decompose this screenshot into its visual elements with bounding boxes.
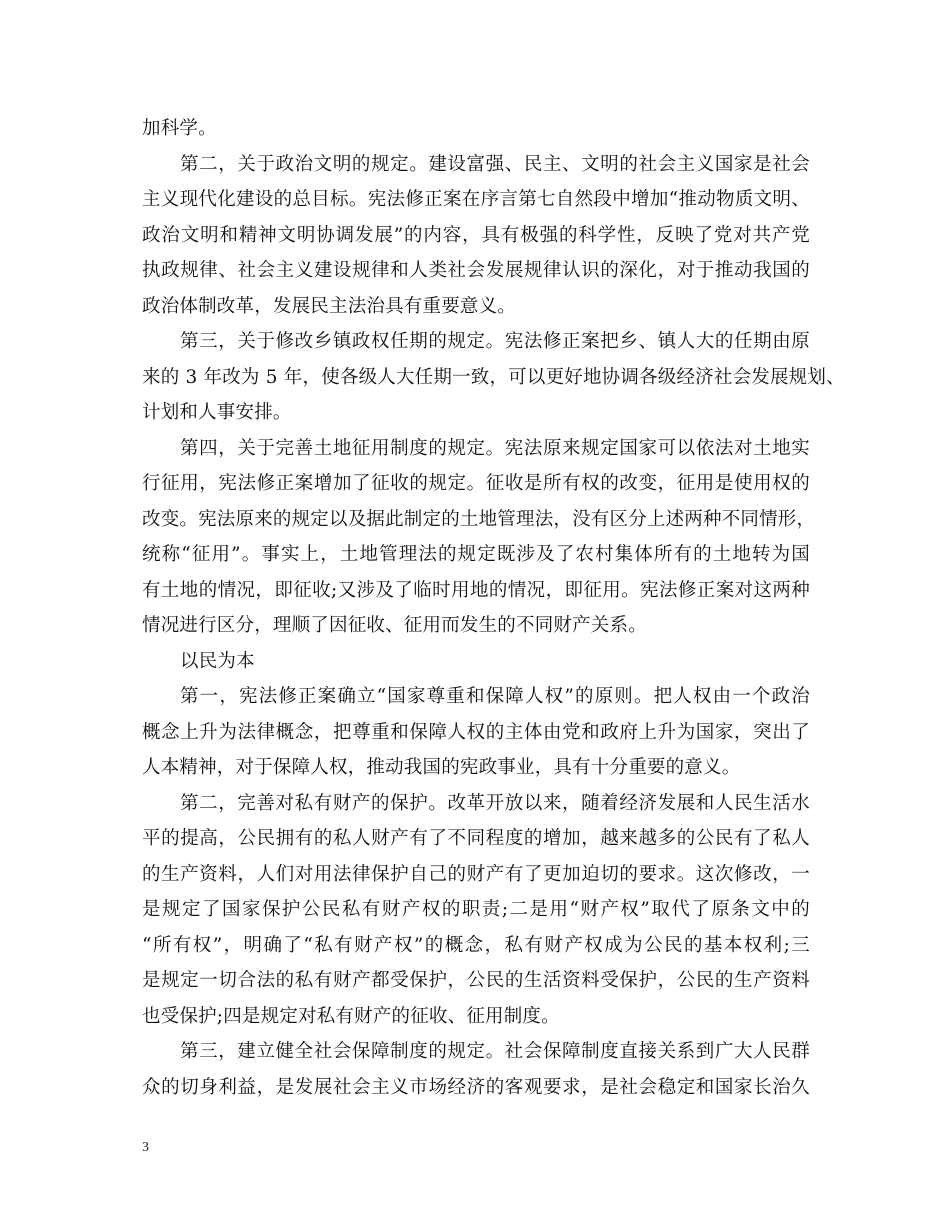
text-line: 众的切身利益，是发展社会主义市场经济的客观要求，是社会稳定和国家长治久 <box>142 1076 810 1098</box>
text-line: 第一，宪法修正案确立“国家尊重和保障人权”的原则。把人权由一个政治 <box>180 686 810 707</box>
text-line: 情况进行区分，理顺了因征收、征用而发生的不同财产关系。 <box>142 615 647 636</box>
text-line: “所有权”，明确了“私有财产权”的概念，私有财产权成为公民的基本权利;三 <box>142 934 810 956</box>
text-line: 是规定了国家保护公民私有财产权的职责;二是用“财产权”取代了原条文中的 <box>142 899 810 920</box>
text-line: 以民为本 <box>180 650 255 672</box>
text-line: 行征用，宪法修正案增加了征收的规定。征收是所有权的改变，征用是使用权的 <box>142 473 810 494</box>
text-line: 第二，关于政治文明的规定。建设富强、民主、文明的社会主义国家是社会 <box>180 153 810 175</box>
text-line: 改变。宪法原来的规定以及据此制定的土地管理法，没有区分上述两种不同情形， <box>142 508 816 530</box>
text-line: 政治体制改革，发展民主法治具有重要意义。 <box>142 295 517 317</box>
text-line: 平的提高，公民拥有的私人财产有了不同程度的增加，越来越多的公民有了私人 <box>142 828 810 849</box>
text-line: 是规定一切合法的私有财产都受保护，公民的生活资料受保护，公民的生产资料 <box>142 970 810 991</box>
text-line: 加科学。 <box>142 118 217 139</box>
text-line: 的生产资料，人们对用法律保护自己的财产有了更加迫切的要求。这次修改，一 <box>142 863 810 885</box>
text-line: 主义现代化建设的总目标。宪法修正案在序言第七自然段中增加“推动物质文明、 <box>142 189 810 210</box>
text-line: 统称“征用”。事实上，土地管理法的规定既涉及了农村集体所有的土地转为国 <box>142 544 810 565</box>
document-body <box>142 111 845 1105</box>
text-line: 计划和人事安排。 <box>142 402 292 423</box>
text-line: 来的 3 年改为 5 年，使各级人大任期一致，可以更好地协调各级经济社会发展规划、 <box>142 366 845 388</box>
text-line: 第三，关于修改乡镇政权任期的规定。宪法修正案把乡、镇人大的任期由原 <box>180 331 810 352</box>
text-line: 第四，关于完善土地征用制度的规定。宪法原来规定国家可以依法对土地实 <box>180 437 810 459</box>
text-line: 政治文明和精神文明协调发展”的内容，具有极强的科学性，反映了党对共产党 <box>142 224 810 246</box>
text-line: 也受保护;四是规定对私有财产的征收、征用制度。 <box>142 1005 560 1027</box>
text-line: 有土地的情况，即征收;又涉及了临时用地的情况，即征用。宪法修正案对这两种 <box>142 579 810 601</box>
text-line: 执政规律、社会主义建设规律和人类社会发展规律认识的深化，对于推动我国的 <box>142 260 810 281</box>
text-line: 概念上升为法律概念，把尊重和保障人权的主体由党和政府上升为国家，突出了 <box>142 721 810 743</box>
text-line: 第二，完善对私有财产的保护。改革开放以来，随着经济发展和人民生活水 <box>180 792 810 814</box>
page-number: 3 <box>142 1140 149 1155</box>
text-line: 第三，建立健全社会保障制度的规定。社会保障制度直接关系到广大人民群 <box>180 1041 810 1062</box>
text-line: 人本精神，对于保障人权，推动我国的宪政事业，具有十分重要的意义。 <box>142 757 741 778</box>
